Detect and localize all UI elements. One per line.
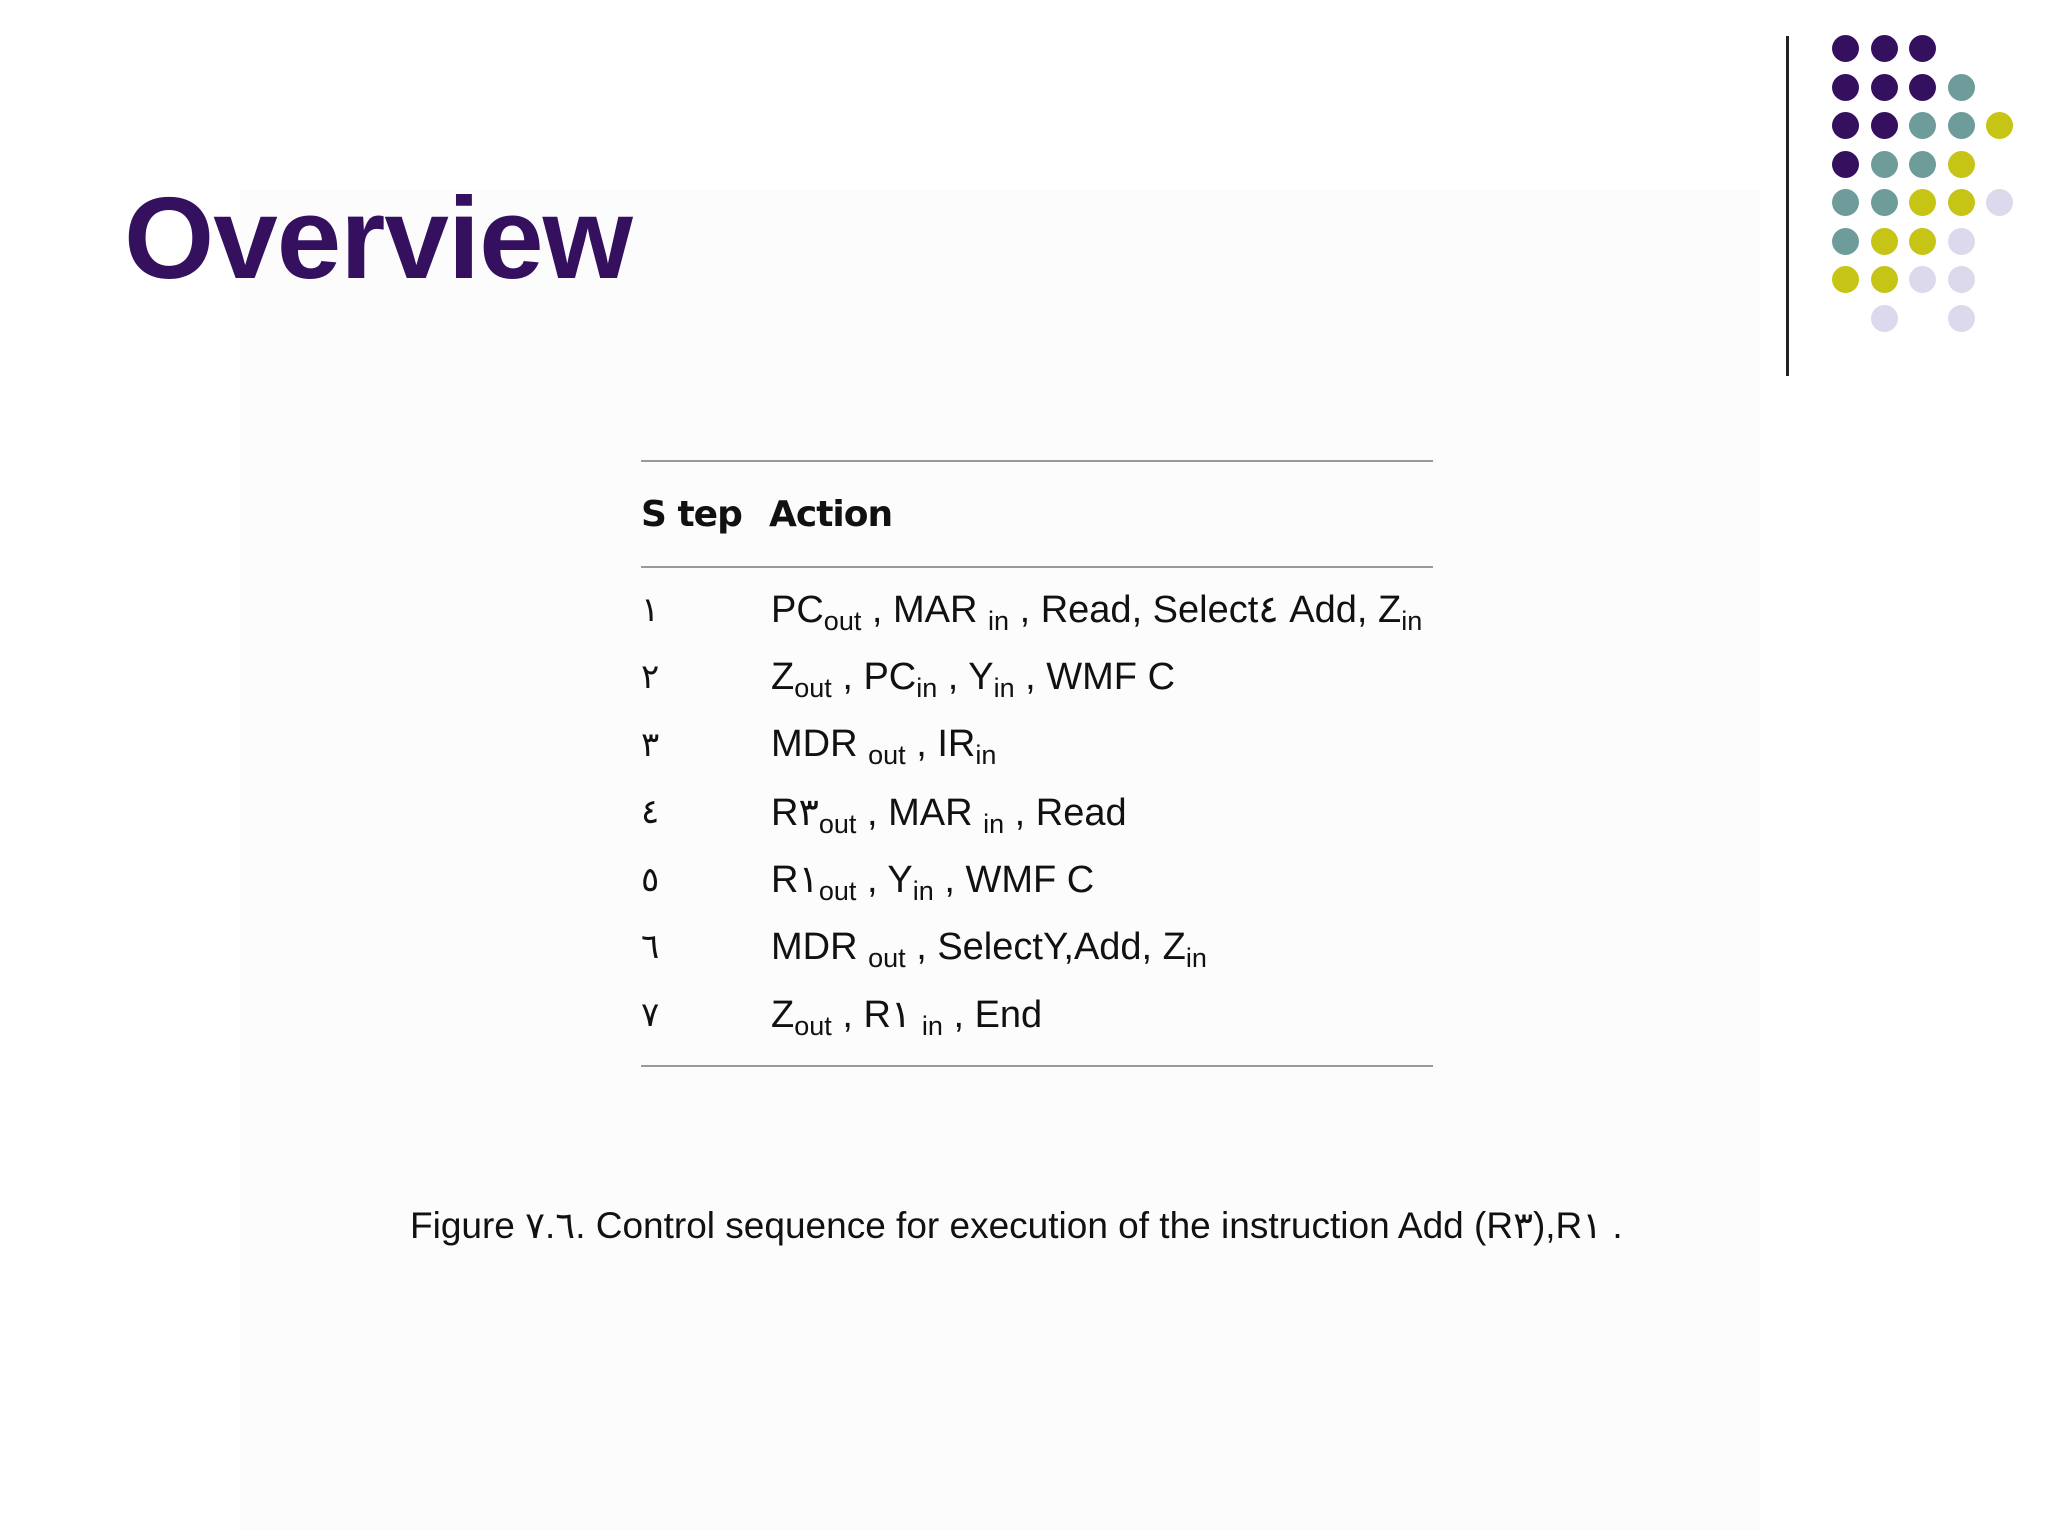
- decorative-dot: [1986, 189, 2013, 216]
- decorative-dot: [1909, 151, 1936, 178]
- step-number: ١: [641, 589, 660, 630]
- decorative-dot: [1948, 266, 1975, 293]
- table-row: [641, 914, 1433, 982]
- decorative-dot: [1871, 112, 1898, 139]
- table-row: [641, 644, 1433, 712]
- decorative-dot: [1948, 112, 1975, 139]
- step-action: $R٣_{out}$ , MAR $_{in}$ , Read: [771, 791, 1127, 839]
- step-action: MDR $_{out}$ , SelectY,Add, $Z_{in}$: [771, 925, 1207, 973]
- table-row: [641, 779, 1433, 847]
- table-bottom-rule: [641, 1065, 1433, 1067]
- step-action: $Z_{out}$ , R١ $_{in}$ , End: [771, 994, 1043, 1042]
- decorative-dot: [1832, 189, 1859, 216]
- decorative-dot: [1832, 35, 1859, 62]
- decorative-dot: [1909, 112, 1936, 139]
- divider-line: [1786, 36, 1789, 376]
- header-action: Action: [769, 493, 893, 535]
- decorative-dot: [1832, 151, 1859, 178]
- decorative-dot: [1871, 305, 1898, 332]
- step-action: $R١_{out}$ , $Y_{in}$ , WMF C: [771, 859, 1095, 907]
- decorative-dot: [1909, 189, 1936, 216]
- decorative-dot: [1871, 74, 1898, 101]
- decorative-dot: [1948, 74, 1975, 101]
- step-number: ٥: [641, 859, 660, 900]
- table-header-row: [641, 462, 1433, 566]
- decorative-dot: [1948, 228, 1975, 255]
- table-row: [641, 576, 1433, 644]
- slide-title: Overview: [124, 173, 632, 303]
- decorative-dot: [1871, 151, 1898, 178]
- table-row: [641, 711, 1433, 779]
- step-number: ٣: [641, 724, 660, 765]
- decorative-dot: [1871, 266, 1898, 293]
- decorative-dot: [1986, 112, 2013, 139]
- decorative-dot: [1909, 35, 1936, 62]
- decorative-dot: [1832, 74, 1859, 101]
- decorative-dot: [1948, 151, 1975, 178]
- decorative-dot: [1832, 112, 1859, 139]
- decorative-dot: [1871, 189, 1898, 216]
- decorative-dot: [1909, 266, 1936, 293]
- decorative-dot: [1871, 228, 1898, 255]
- decorative-dot: [1948, 305, 1975, 332]
- step-action: $PC_{out}$ , MAR $_{in}$ , Read, Select٤ Add, $Z_{in}$: [771, 589, 1423, 637]
- step-number: ٢: [641, 657, 660, 698]
- figure-caption: Figure ٧.٦. Control sequence for execution of the instruction Add (R٣),R١ .: [410, 1205, 1623, 1246]
- decorative-dot: [1909, 74, 1936, 101]
- decorative-dot: [1948, 189, 1975, 216]
- control-sequence-table: [641, 460, 1433, 1067]
- table-body: [641, 568, 1433, 1065]
- step-action: MDR $_{out}$ , $IR_{in}$: [771, 723, 997, 771]
- decorative-dot: [1832, 266, 1859, 293]
- step-action: $Z_{out}$ , $PC_{in}$ , $Y_{in}$ , WMF C: [771, 655, 1176, 703]
- step-number: ٤: [641, 792, 660, 833]
- decorative-dot: [1871, 35, 1898, 62]
- table-row: [641, 846, 1433, 914]
- decorative-dot: [1909, 228, 1936, 255]
- table-row: [641, 981, 1433, 1049]
- header-step: S tep: [641, 493, 742, 535]
- decorative-dot: [1832, 228, 1859, 255]
- step-number: ٦: [641, 927, 660, 968]
- step-number: ٧: [641, 994, 660, 1035]
